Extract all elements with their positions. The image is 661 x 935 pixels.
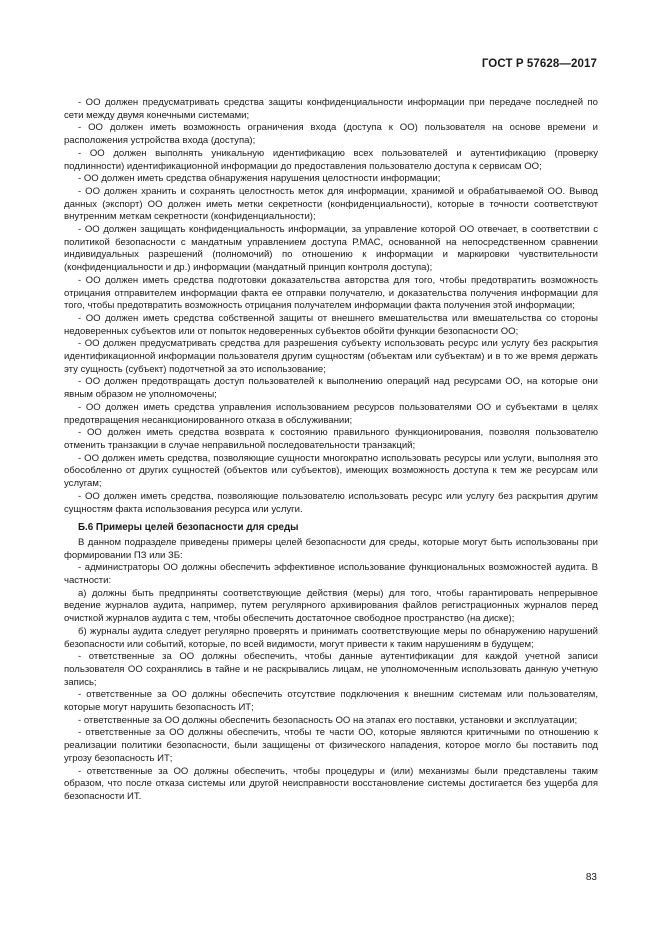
list-item: - ОО должен иметь средства возврата к состоянию правильного функционирования, позволяя пользователю отменить транзакции в случае неправильной последовательности транзакций; (64, 427, 598, 451)
list-item: - ответственные за ОО должны обеспечить, чтобы данные аутентификации для каждой учетной записи пользователя ОО сохранялись в тайне и не раскрывались лицам, не уполномоченным использовать данную учетную запись; (64, 651, 598, 688)
sub-item: б) журналы аудита следует регулярно проверять и принимать соответствующие меры по обнаружению нарушений безопасности или событий, которые, по всей видимости, могут привести к таким нарушениям в будущем; (64, 625, 598, 650)
list-item: - ОО должен защищать конфиденциальность информации, за управление которой ОО отвечает, в соответствии с политикой безопасности с мандатным управлением доступа Р.МАС, основанной на непосредственном сравнении индивидуальных разрешений (полномочий) по отношению к информации и маркировки чувствительности (конфиденциальности и др.) информации (мандатный принцип контроля доступа); (64, 224, 598, 274)
list-item: - ОО должен иметь средства подготовки доказательства авторства для того, чтобы предотвратить возможность отрицания отправителем информации факта ее отправки получателю, и доказательства получения информации для того, чтобы предотвратить возможность отрицания получателем информации факта получения этой информации; (64, 274, 598, 312)
list-item: - ОО должен иметь средства обнаружения нарушения целостности информации; (78, 173, 441, 185)
page-number: 83 (585, 872, 597, 883)
list-item: - ОО должен предусматривать средства для разрешения субъекту использовать ресурс или услугу без раскрытия идентификационной информации пользователя другим сущностям (объектам или субъектам) и в то же время держать эту сущность (субъект) подотчетной за это использование; (64, 338, 598, 375)
section-heading: Б.6 Примеры целей безопасности для среды (78, 522, 299, 534)
sub-item: а) должны быть предприняты соответствующие действия (меры) для того, чтобы гарантировать непрерывное ведение журналов аудита, например, путем регулярного архивирования файлов регистрационных журналов перед очисткой журналов аудита с тем, чтобы обеспечить достаточное свободное пространство (на диске); (64, 587, 598, 625)
list-item: - администраторы ОО должны обеспечить эффективное использование функциональных возможностей аудита. В частности: (64, 562, 598, 587)
list-item: - ответственные за ОО должны обеспечить, чтобы процедуры и (или) механизмы были представлены таким образом, что после отказа системы или другой неисправности восстановление системы достигается без ущерба для безопасности ИТ. (64, 765, 598, 802)
list-item: - ОО должен иметь средства, позволяющие пользователю использовать ресурс или услугу без раскрытия другим сущностям факта использования ресурса или услуги. (64, 490, 598, 515)
list-item: - ответственные за ОО должны обеспечить безопасность ОО на этапах его поставки, установки и эксплуатации; (78, 714, 578, 726)
page-body (64, 97, 598, 804)
list-item: - ОО должен хранить и сохранять целостность меток для информации, хранимой и обрабатываемой ОО. Вывод данных (экспорт) ОО должен иметь метки секретности (конфиденциальности), которые в точности соответствуют внутренним меткам секретности (конфиденциальности); (64, 185, 598, 223)
list-item: - ОО должен иметь средства управления использованием ресурсов пользователями ОО и субъектами в целях предотвращения несанкционированного отказа в обслуживании; (64, 401, 598, 426)
document-standard-id: ГОСТ Р 57628—2017 (481, 58, 597, 70)
list-item: - ответственные за ОО должны обеспечить отсутствие подключения к внешним системам или пользователям, которые могут нарушить безопасность ИТ; (64, 689, 598, 714)
list-item: - ОО должен предотвращать доступ пользователей к выполнению операций над ресурсами ОО, на которые они явным образом не уполномочены; (64, 376, 598, 401)
list-item: - ОО должен иметь возможность ограничения входа (доступа к ОО) пользователя на основе времени и расположения устройства входа (доступа); (64, 122, 598, 147)
list-item: - ОО должен иметь средства, позволяющие сущности многократно использовать ресурсы или услуги, выполняя это обособленно от других сущностей (объектов или субъектов), имеющих возможность доступа к тем же ресурсам или услугам; (64, 452, 598, 490)
list-item: - ОО должен выполнять уникальную идентификацию всех пользователей и аутентификацию (проверку подлинности) идентификационной информации до предоставления пользователю доступа к сервисам ОО; (64, 147, 598, 172)
list-item: - ОО должен предусматривать средства защиты конфиденциальности информации при передаче последней по сети между двумя конечными системами; (64, 97, 598, 121)
section-intro: В данном подразделе приведены примеры целей безопасности для среды, которые могут быть использованы при формировании ПЗ или ЗБ: (64, 536, 598, 561)
list-item: - ОО должен иметь средства собственной защиты от внешнего вмешательства или вмешательства со стороны недоверенных субъектов или от попыток недоверенных субъектов обойти функции безопасности ОО; (64, 312, 598, 337)
list-item: - ответственные за ОО должны обеспечить, чтобы те части ОО, которые являются критичными по отношению к реализации политики безопасности, были защищены от физического нападения, которое могло бы поставить под угрозу безопасность ИТ; (64, 727, 598, 764)
